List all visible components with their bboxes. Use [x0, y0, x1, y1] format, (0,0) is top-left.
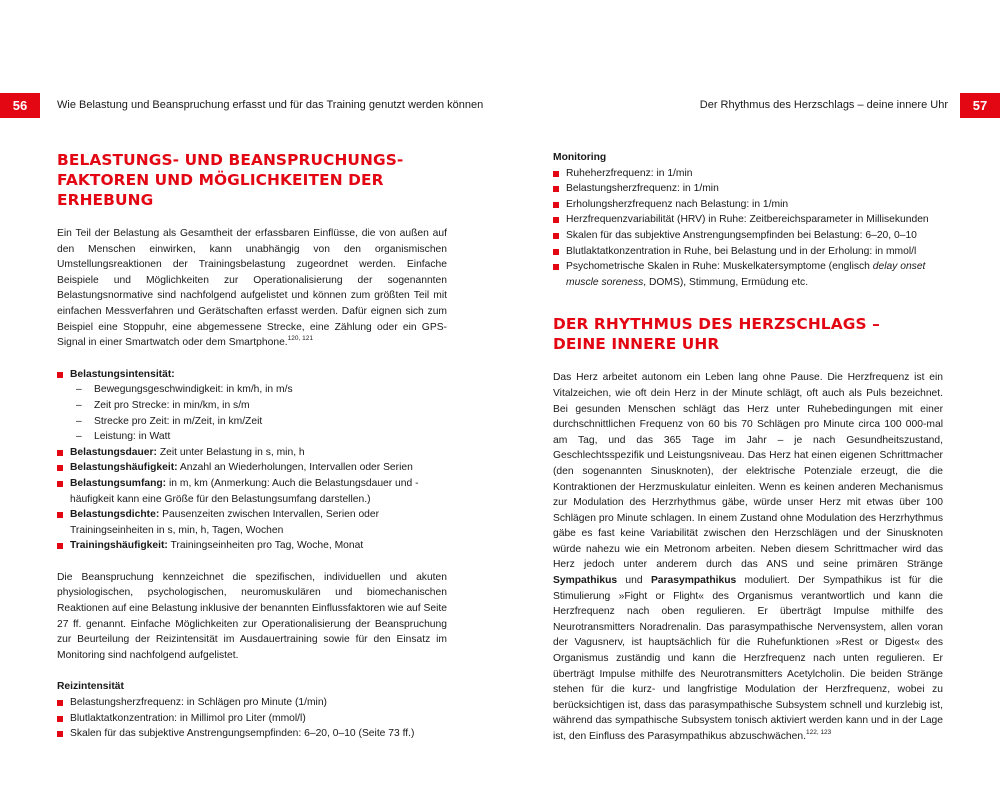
list-item: Psychometrische Skalen in Ruhe: Muskelkatersymptome (englisch delay onset muscle soreness, DOMS), Stimmung, Ermüdung etc.	[553, 259, 943, 290]
herzrhythmus-paragraph: Das Herz arbeitet autonom ein Leben lang ohne Pause. Die Herzfrequenz ist ein Vitalzeichen, wie oft dein Herz in der Minute schlägt, oft auch als Puls bezeichnet. Bei gesunden Menschen schlägt das Herz unter Ruhebedingungen mit einer durchschnittlichen Frequenz von 60 bis 70 Schlägen pro Minute circa 100 000-mal am Tag, und das 365 Tage im Jahr – je nach Gesundheitszustand, Geschlechtsspezifik und Leistungsniveau. Das Herz hat einen eigenen Schrittmacher (den sogenannten Sinusknoten), der elektrische Potenziale erzeugt, die die Kontraktionen der Herzmuskulatur einleiten. Wenn es keinen anderen Mechanismus zur Modulation des Herzrhythmus gäbe, würde unser Herz mit etwas über 100 Schlägen pro Minute schlagen. In einem Zustand ohne Modulation des Herzrhythmus gäbe es fast keine Variabilität zwischen den Herzschlägen und der Sinusknoten würde nahezu wie ein Metronom arbeiten. Neben diesem Schrittmacher wird das Herz jedoch unter anderem durch das ANS und seine primären Stränge Sympathikus und Parasympathikus moduliert. Der Sympathikus ist für die Stimulierung »Fight or Flight« des Organismus verantwortlich und kann die Herzfrequenz nach oben regulieren. Er überträgt Impulse mithilfe des Neurotransmitters Noradrenalin. Das parasympathische Nervensystem, allen voran der Vagusnerv, ist hauptsächlich für die Ruhefunktionen »Rest or Digest« des Organismus zuständig und kann die Herzfrequenz nach unten regulieren. Er überträgt Impulse mithilfe des Neurotransmitters Acetylcholin. Die beiden Stränge stehen für die kurz- und langfristige Modulation der Herzfrequenz, wobei zu berücksichtigen ist, dass das parasympathische Subsystem schnell und kurzlebig ist, während das sympathische Subsystem tonisch aktiviert werden kann und in der Lage ist, den Einfluss des Parasympathikus abzuschwächen.$^{122, 123}$	[553, 372, 943, 742]
left-page-number: 56	[0, 93, 40, 118]
list-item: Blutlaktatkonzentration: in Millimol pro Liter (mmol/l)	[57, 711, 447, 727]
list-item: Belastungsdichte: Pausenzeiten zwischen Intervallen, Serien oder Trainingseinheiten in s, min, h, Tagen, Wochen	[57, 507, 447, 538]
sub-list	[70, 382, 447, 444]
right-page-number: 57	[960, 93, 1000, 118]
monitoring-title: Monitoring	[553, 152, 607, 163]
list-item: Skalen für das subjektive Anstrengungsempfinden: 6–20, 0–10 (Seite 73 ff.)	[57, 726, 447, 742]
list-item: Blutlaktatkonzentration in Ruhe, bei Belastung und in der Erholung: in mmol/l	[553, 244, 943, 260]
left-section-heading	[57, 150, 447, 210]
right-heading-line-1: DER RHYTHMUS DES HERZSCHLAGS –	[553, 315, 880, 334]
list-item: Belastungsherzfrequenz: in Schlägen pro Minute (1/min)	[57, 695, 447, 711]
left-heading-line-2: FAKTOREN UND MÖGLICHKEITEN DER ERHEBUNG	[57, 171, 384, 209]
left-heading-line-1: BELASTUNGS- UND BEANSPRUCHUNGS-	[57, 151, 404, 169]
right-heading-line-2: DEINE INNERE UHR	[553, 335, 720, 354]
list-item: Belastungsdauer: Zeit unter Belastung in s, min, h	[57, 445, 447, 461]
list-item: Ruheherzfrequenz: in 1/min	[553, 166, 943, 182]
list-item: Erholungsherzfrequenz nach Belastung: in 1/min	[553, 197, 943, 213]
sub-list-item: – Leistung: in Watt	[70, 429, 447, 445]
reizintensitaet-list	[57, 695, 447, 742]
right-page-column	[553, 150, 943, 745]
footnote-ref: 120, 121	[287, 335, 313, 343]
right-section-heading	[553, 314, 943, 354]
monitoring-list	[553, 166, 943, 291]
list-item: Belastungsintensität: – Bewegungsgeschwindigkeit: in km/h, in m/s – Zeit pro Strecke: in min/km, in s/m – Strecke pro Zeit: in m/Zeit, in km/Zeit – Leistung: in Watt	[57, 367, 447, 445]
reizintensitaet-title: Reizintensität	[57, 681, 124, 693]
sub-list-item: – Zeit pro Strecke: in min/km, in s/m	[70, 398, 447, 414]
belastungsnormative-list	[57, 367, 447, 554]
footnote-ref: 122, 123	[805, 729, 832, 736]
list-item: Skalen für das subjektive Anstrengungsempfinden bei Belastung: 6–20, 0–10	[553, 228, 943, 244]
list-item: Belastungshäufigkeit: Anzahl an Wiederholungen, Intervallen oder Serien	[57, 460, 447, 476]
beanspruchung-paragraph: Die Beanspruchung kennzeichnet die spezifischen, individuellen und akuten physiologischen, psychologischen, neuromuskulären und biomechanischen Reaktionen auf eine Belastung inklusive der benannten Einflussfaktoren wie auf Seite 27 ff. genannt. Einfache Möglichkeiten zur Operationalisierung der Beanspruchung zur Beurteilung der Reizintensität im Ausdauertraining sowie für den Einsatz im Monitoring sind nachfolgend aufgelistet.	[57, 571, 447, 661]
list-item: Trainingshäufigkeit: Trainingseinheiten pro Tag, Woche, Monat	[57, 538, 447, 554]
left-running-title: Wie Belastung und Beanspruchung erfasst und für das Training genutzt werden können	[57, 99, 484, 111]
sub-list-item: – Bewegungsgeschwindigkeit: in km/h, in m/s	[70, 382, 447, 398]
right-running-title: Der Rhythmus des Herzschlags – deine innere Uhr	[699, 99, 948, 111]
sub-list-item: – Strecke pro Zeit: in m/Zeit, in km/Zeit	[70, 414, 447, 430]
left-page-column	[57, 150, 447, 742]
list-item: Herzfrequenzvariabilität (HRV) in Ruhe: Zeitbereichsparameter in Millisekunden	[553, 212, 943, 228]
list-item: Belastungsherzfrequenz: in 1/min	[553, 181, 943, 197]
list-item: Belastungsumfang: in m, km (Anmerkung: Auch die Belastungsdauer und -häufigkeit kann eine Größe für den Belastungsumfang darstellen.)	[57, 476, 447, 507]
intro-paragraph: Ein Teil der Belastung als Gesamtheit der erfassbaren Einflüsse, die von außen auf den Menschen einwirken, kann unabhängig von den organismischen Umstellungsreaktionen der Trainingsbelastung zugeordnet werden. Einfache Beispiele und Möglichkeiten zur Operationalisierung der sogenannten Belastungsnormative sind nachfolgend aufgelistet und können zum größten Teil mit einfachen Messverfahren und Gerätschaften erfasst werden. Dafür eignen sich zum Beispiel eine Stoppuhr, eine abgemessene Strecke, eine Zählung oder ein GPS-Signal in einer Smartwatch oder dem Smartphone.$^{120, 121}$	[57, 228, 447, 349]
